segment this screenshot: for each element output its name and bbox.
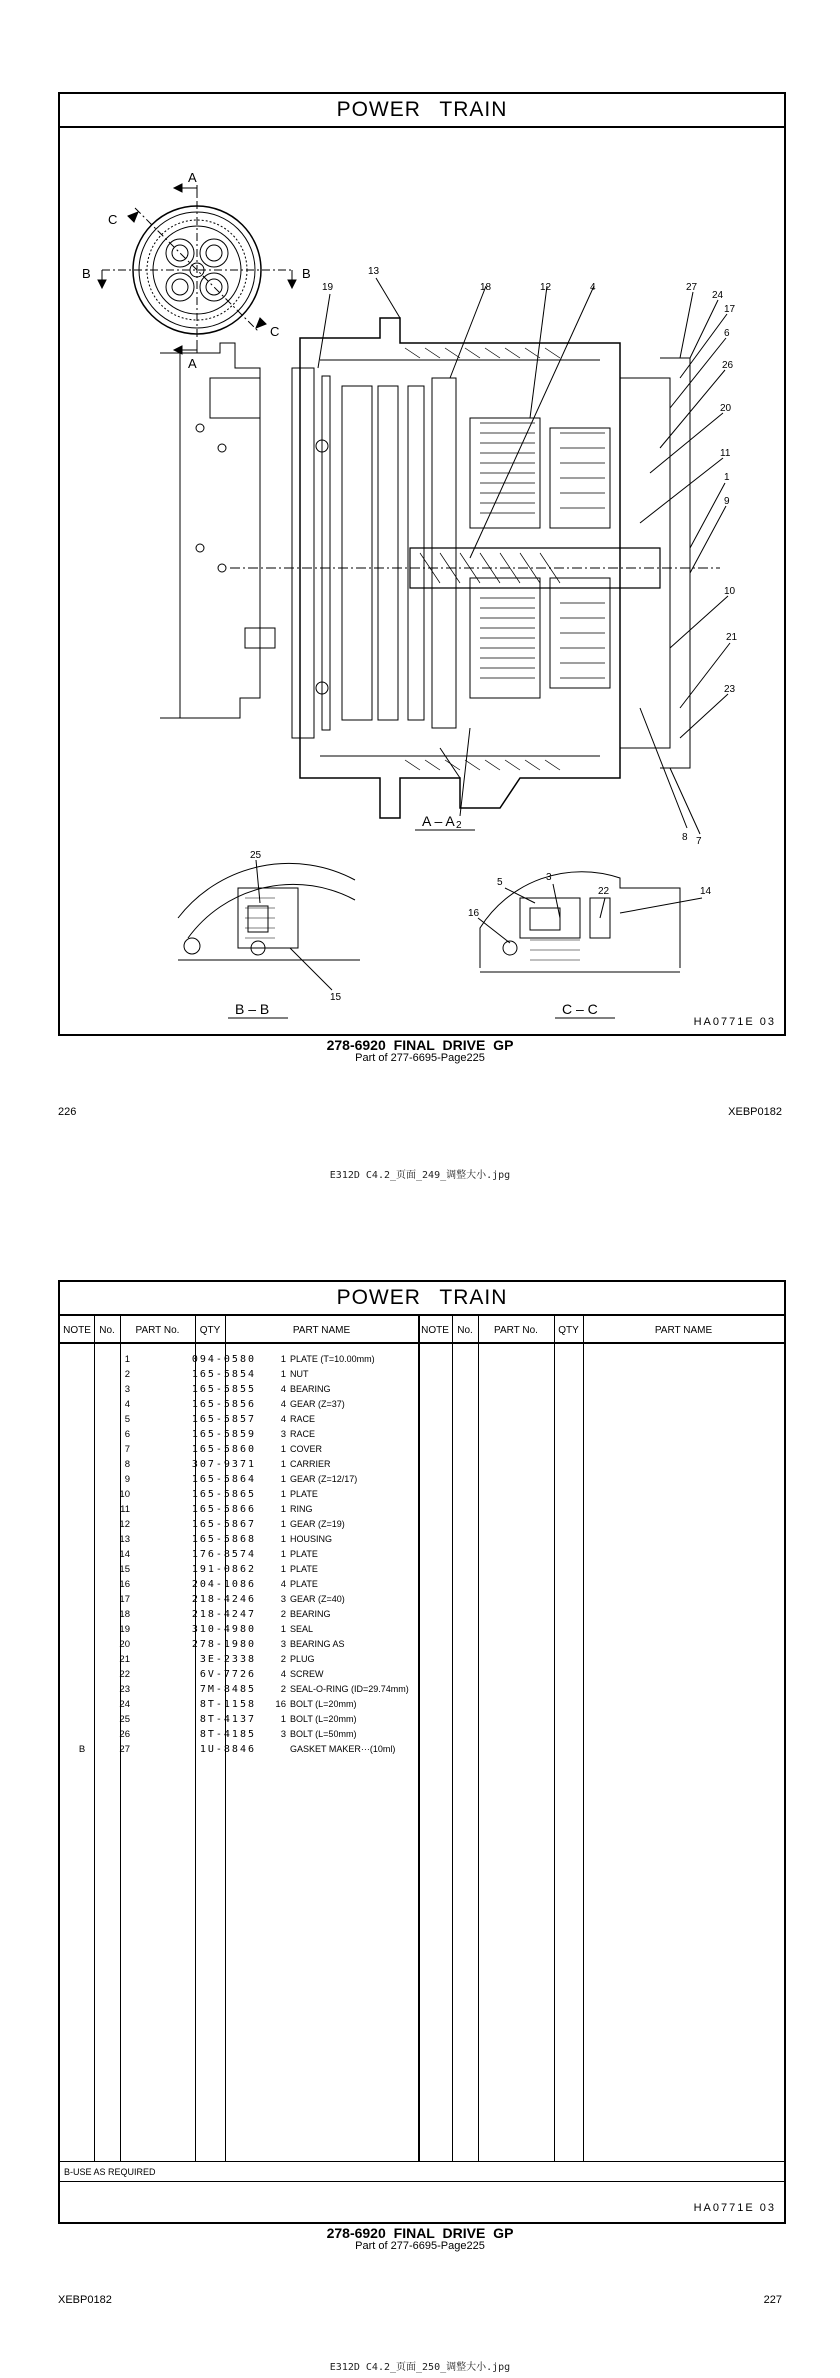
row-part-number: 165-5859 (191, 1429, 256, 1440)
row-number: 5 (124, 1414, 130, 1425)
row-part-name: BOLT (L=20mm) (290, 1714, 357, 1724)
detail-b-b (178, 860, 360, 990)
end-view-gear (102, 185, 292, 355)
callout-15: 15 (330, 992, 342, 1003)
row-quantity: 1 (280, 1624, 286, 1635)
row-part-name: GEAR (Z=12/17) (290, 1474, 358, 1484)
page-number-227: 227 (763, 2294, 782, 2306)
row-number: 2 (124, 1369, 130, 1380)
section-letter-b-left: B (82, 266, 91, 281)
row-quantity: 4 (280, 1579, 286, 1590)
section-letter-c-bottom: C (270, 324, 280, 339)
document-code: XEBP0182 (728, 1106, 782, 1118)
row-number: 7 (124, 1444, 130, 1455)
row-number: 1 (124, 1354, 130, 1365)
row-number: 12 (119, 1519, 130, 1530)
row-quantity: 3 (280, 1729, 286, 1740)
row-part-number: 310-4980 (191, 1624, 256, 1635)
parts-list-frame (58, 1280, 786, 2224)
row-number: 26 (119, 1729, 130, 1740)
row-number: 8 (124, 1459, 130, 1470)
detail-c-c (478, 872, 702, 972)
section-letter-a-top: A (188, 170, 197, 185)
row-part-name: GEAR (Z=40) (290, 1594, 345, 1604)
callout-22: 22 (598, 886, 610, 897)
row-part-name: GEAR (Z=19) (290, 1519, 345, 1529)
callout-26: 26 (722, 360, 734, 371)
row-number: 15 (119, 1564, 130, 1575)
final-drive-cross-section-diagram (60, 128, 784, 1034)
callout-11: 11 (720, 448, 731, 459)
row-part-number: 165-5868 (191, 1534, 256, 1545)
table-footer-divider (60, 2161, 784, 2162)
row-number: 4 (124, 1399, 130, 1410)
row-quantity: 1 (280, 1714, 286, 1725)
row-part-name: RACE (290, 1429, 316, 1439)
callout-24: 24 (712, 290, 724, 301)
image-filename: E312D C4.2_页面_249_调整大小.jpg (329, 1170, 511, 1181)
row-quantity: 1 (280, 1459, 286, 1470)
row-part-name: BEARING AS (290, 1639, 345, 1649)
row-quantity: 4 (280, 1669, 286, 1680)
header-part-name-2: PART NAME (654, 1324, 713, 1336)
row-number: 19 (119, 1624, 130, 1635)
callout-9: 9 (724, 496, 730, 507)
row-quantity: 3 (280, 1639, 286, 1650)
row-part-name: BEARING (290, 1609, 331, 1619)
row-part-number: 165-5864 (191, 1474, 256, 1485)
callout-16: 16 (468, 908, 480, 919)
callout-4: 4 (590, 282, 596, 293)
row-part-name: RACE (290, 1414, 316, 1424)
row-part-number: 165-5867 (191, 1519, 256, 1530)
row-part-name: GEAR (Z=37) (290, 1399, 345, 1409)
header-part-no: PART No. (135, 1324, 180, 1336)
callout-3: 3 (546, 872, 552, 883)
row-number: 10 (119, 1489, 130, 1500)
row-number: 21 (119, 1654, 130, 1665)
callout-10: 10 (724, 586, 736, 597)
footnote: B-USE AS REQUIRED (64, 2167, 156, 2177)
row-quantity: 1 (280, 1444, 286, 1455)
row-number: 13 (119, 1534, 130, 1545)
page-title: POWER TRAIN (60, 94, 784, 128)
document-code: XEBP0182 (58, 2294, 112, 2306)
row-part-number: 8T-4137 (199, 1714, 256, 1725)
row-quantity: 1 (280, 1474, 286, 1485)
row-number: 6 (124, 1429, 130, 1440)
row-part-name: RING (290, 1504, 313, 1514)
row-part-number: 165-5857 (191, 1414, 256, 1425)
row-quantity: 3 (280, 1594, 286, 1605)
callout-2: 2 (456, 820, 462, 831)
row-quantity: 1 (280, 1519, 286, 1530)
row-part-number: 8T-1158 (199, 1699, 256, 1710)
callout-18: 18 (480, 282, 492, 293)
header-note: NOTE (63, 1324, 91, 1336)
row-part-name: PLATE (290, 1549, 318, 1559)
row-part-number: 7M-8485 (199, 1684, 256, 1695)
row-part-number: 218-4247 (191, 1609, 256, 1620)
page-title: POWER TRAIN (60, 1282, 784, 1316)
callout-14: 14 (700, 886, 712, 897)
row-quantity: 1 (280, 1534, 286, 1545)
header-qty: QTY (199, 1324, 221, 1336)
callout-13: 13 (368, 266, 380, 277)
callout-25: 25 (250, 850, 262, 861)
row-part-number: 094-0580 (191, 1354, 256, 1365)
row-part-name: PLATE (290, 1579, 318, 1589)
row-quantity: 4 (280, 1414, 286, 1425)
row-part-number: 218-4246 (191, 1594, 256, 1605)
row-part-number: 165-5855 (191, 1384, 256, 1395)
header-qty-2: QTY (558, 1324, 579, 1336)
main-section (160, 318, 720, 818)
callout-7: 7 (696, 836, 702, 847)
diagram-frame (58, 92, 786, 1036)
row-quantity: 3 (280, 1429, 286, 1440)
image-reference-code: HA0771E 03 (693, 1016, 776, 1028)
figure-caption: 278-6920 FINAL DRIVE GP Part of 277-6695-Page225 (326, 1037, 514, 1064)
callout-20: 20 (720, 403, 732, 414)
section-letter-a-bottom: A (188, 356, 197, 371)
row-part-number: 165-5856 (191, 1399, 256, 1410)
callout-17: 17 (724, 304, 736, 315)
row-part-number: 204-1086 (191, 1579, 256, 1590)
row-part-number: 165-5865 (191, 1489, 256, 1500)
row-quantity: 2 (280, 1654, 286, 1665)
row-part-name: CARRIER (290, 1459, 331, 1469)
row-part-number: 278-1980 (191, 1639, 256, 1650)
row-part-number: 307-9371 (191, 1459, 256, 1470)
row-part-name: BEARING (290, 1384, 331, 1394)
row-quantity: 2 (280, 1684, 286, 1695)
section-label-bb: B – B (235, 1001, 270, 1017)
row-part-name: SEAL (290, 1624, 314, 1634)
row-part-number: 165-5860 (191, 1444, 256, 1455)
section-label-cc: C – C (562, 1001, 598, 1017)
row-part-name: HOUSING (290, 1534, 333, 1544)
row-number: 14 (119, 1549, 130, 1560)
page-number-226: 226 (58, 1106, 77, 1118)
row-quantity: 1 (280, 1369, 286, 1380)
figure-caption: 278-6920 FINAL DRIVE GP Part of 277-6695-Page225 (326, 2225, 514, 2252)
header-note-2: NOTE (421, 1324, 449, 1336)
row-number: 16 (119, 1579, 130, 1590)
header-no-2: No. (457, 1324, 473, 1336)
row-part-name: COVER (290, 1444, 323, 1454)
row-number: 25 (119, 1714, 130, 1725)
row-part-name: GASKET MAKER···(10ml) (290, 1744, 396, 1754)
row-number: 20 (119, 1639, 130, 1650)
row-part-name: BOLT (L=20mm) (290, 1699, 357, 1709)
callout-12: 12 (540, 282, 552, 293)
row-part-number: 176-8574 (191, 1549, 256, 1560)
row-number: 11 (120, 1504, 130, 1515)
row-number: 3 (124, 1384, 130, 1395)
row-quantity: 4 (280, 1399, 286, 1410)
header-part-name: PART NAME (292, 1324, 351, 1336)
row-number: 17 (119, 1594, 130, 1605)
row-part-number: 165-5854 (191, 1369, 256, 1380)
row-part-name: PLATE (290, 1564, 318, 1574)
row-part-name: BOLT (L=50mm) (290, 1729, 357, 1739)
callout-8: 8 (682, 832, 688, 843)
callout-5: 5 (497, 877, 503, 888)
row-number: 23 (119, 1684, 130, 1695)
row-part-number: 1U-8846 (199, 1744, 256, 1755)
row-part-number: 191-0862 (191, 1564, 256, 1575)
row-number: 9 (124, 1474, 130, 1485)
row-quantity: 1 (280, 1564, 286, 1575)
row-part-number: 6V-7726 (199, 1669, 256, 1680)
image-reference-code: HA0771E 03 (693, 2202, 776, 2214)
section-letter-b-right: B (302, 266, 311, 281)
row-note: B (78, 1744, 86, 1755)
row-quantity: 1 (280, 1354, 286, 1365)
row-part-number: 165-5866 (191, 1504, 256, 1515)
section-label-aa: A – A (422, 813, 455, 829)
row-part-number: 3E-2338 (199, 1654, 256, 1665)
header-no: No. (99, 1324, 115, 1336)
section-letter-c-top: C (108, 212, 118, 227)
row-number: 27 (119, 1744, 130, 1755)
row-part-name: PLUG (290, 1654, 315, 1664)
callout-1: 1 (724, 472, 730, 483)
header-part-no-2: PART No. (494, 1324, 538, 1336)
image-filename: E312D C4.2_页面_250_调整大小.jpg (329, 2362, 511, 2373)
row-part-name: PLATE (T=10.00mm) (290, 1354, 375, 1364)
row-quantity: 1 (280, 1504, 286, 1515)
row-quantity: 2 (280, 1609, 286, 1620)
row-part-number: 8T-4185 (199, 1729, 256, 1740)
callout-19: 19 (322, 282, 334, 293)
row-quantity: 1 (280, 1549, 286, 1560)
row-part-name: PLATE (290, 1489, 318, 1499)
row-number: 18 (119, 1609, 130, 1620)
row-quantity: 1 (280, 1489, 286, 1500)
row-number: 24 (119, 1699, 130, 1710)
callout-23: 23 (724, 684, 736, 695)
callout-27: 27 (686, 282, 698, 293)
row-part-name: NUT (290, 1369, 309, 1379)
row-quantity: 16 (275, 1699, 286, 1710)
row-number: 22 (119, 1669, 130, 1680)
callout-21: 21 (726, 632, 738, 643)
row-part-name: SEAL-O-RING (ID=29.74mm) (290, 1684, 409, 1694)
row-quantity: 4 (280, 1384, 286, 1395)
callout-6: 6 (724, 328, 730, 339)
row-part-name: SCREW (290, 1669, 324, 1679)
footnote-divider (60, 2181, 784, 2182)
